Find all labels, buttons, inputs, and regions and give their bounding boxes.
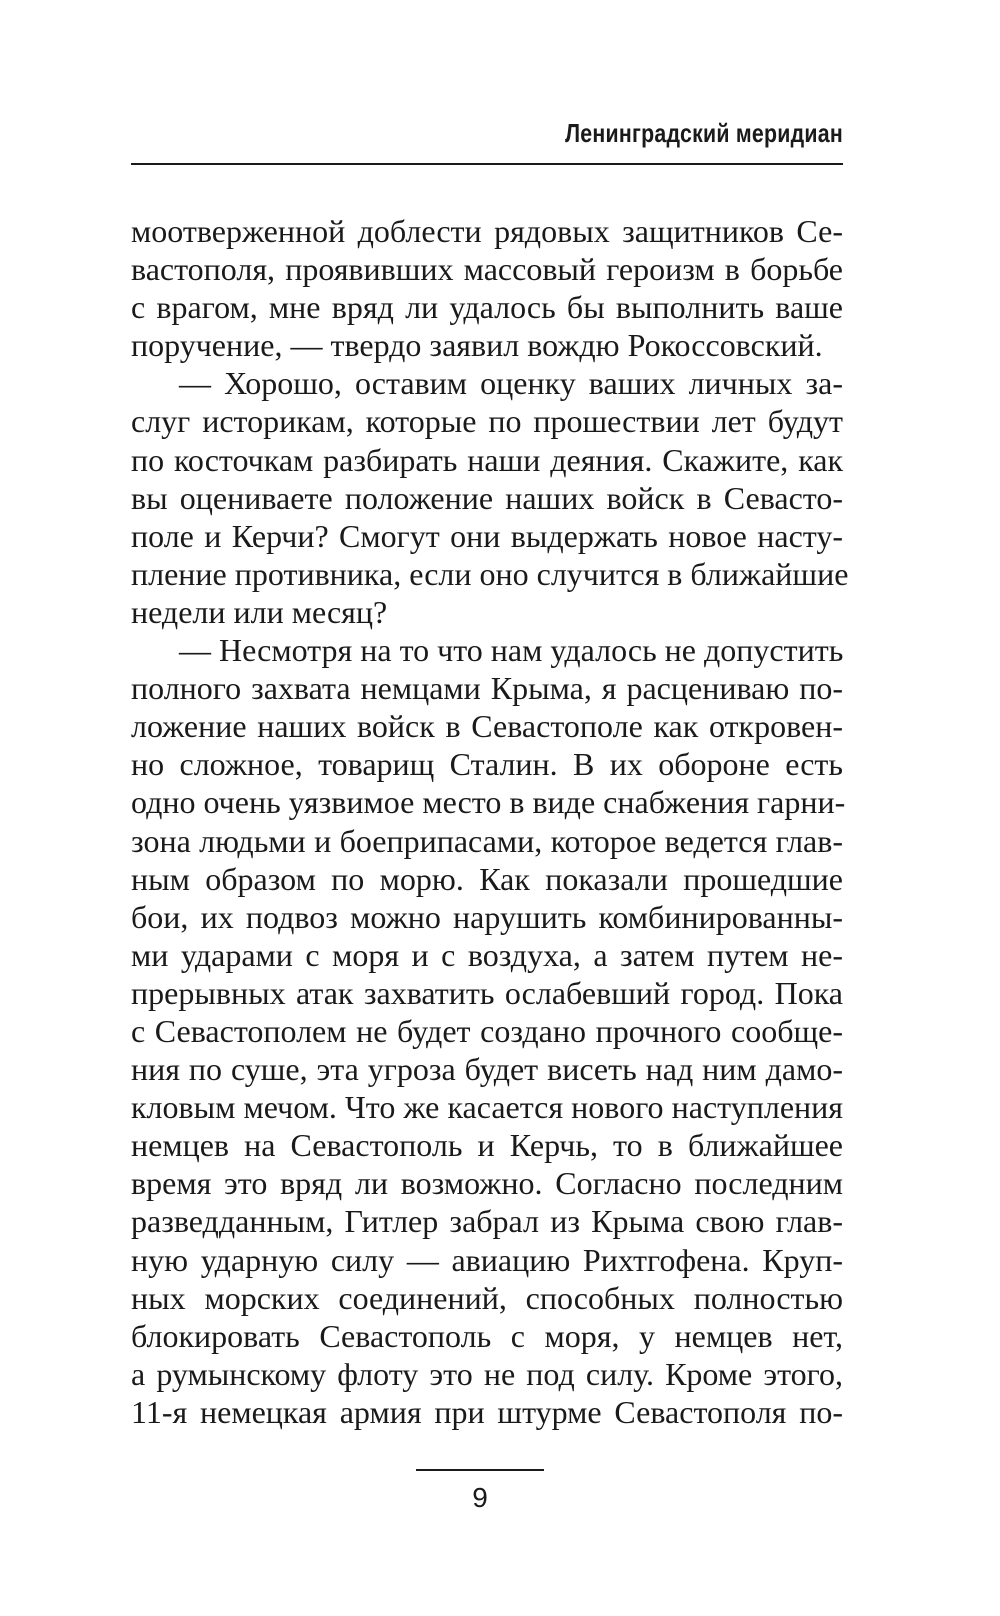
text-line: моотверженной доблести рядовых защитников Се- [131,213,843,249]
body-text [131,212,849,1431]
text-line: но сложное, товарищ Сталин. В их обороне есть [131,746,843,783]
text-line: бои, их подвоз можно нарушить комбинированны- [131,898,843,935]
text-line: разведданным, Гитлер забрал из Крыма свою глав- [131,1203,843,1240]
text-line: немцев на Севастополь и Керчь, то в ближайшее [131,1127,843,1164]
text-line: недели или месяц? [131,593,388,630]
text-line: вастополя, проявивших массовый героизм в борьбе [131,251,843,288]
text-line: а румынскому флоту это не под силу. Кроме этого, [131,1355,843,1392]
text-line: ми ударами с моря и с воздуха, а затем путем не- [131,936,843,973]
text-line: по косточкам разбирать наши деяния. Скажите, как [131,441,843,478]
text-line: — Несмотря на то что нам удалось не допустить [179,632,844,669]
header-rule [131,163,843,165]
text-line: — Хорошо, оставим оценку ваших личных за- [179,365,843,402]
text-line: 11-я немецкая армия при штурме Севастополя по- [131,1393,843,1430]
running-title: Ленинградский меридиан [565,118,843,148]
text-line: одно очень уязвимое место в виде снабжения гарни- [131,784,846,821]
text-line: с врагом, мне вряд ли удалось бы выполнить ваше [131,289,843,326]
text-line: вы оцениваете положение наших войск в Севасто- [131,479,843,516]
text-line: ную ударную силу — авиацию Рихтгофена. Круп- [131,1241,843,1278]
text-line: ным образом по морю. Как показали прошедшие [131,860,843,897]
text-line: полного захвата немцами Крыма, я расцениваю по- [131,670,843,707]
page-number: 9 [472,1482,488,1513]
text-line: пление противника, если оно случится в ближайшие [131,555,849,592]
text-line: зона людьми и боеприпасами, которое ведется глав- [131,822,843,859]
text-line: поручение, — твердо заявил вождю Рокоссовский. [131,327,823,364]
footer-rule [416,1469,544,1471]
text-line: время это вряд ли возможно. Согласно последним [131,1165,843,1202]
text-line: блокировать Севастополь с моря, у немцев нет, [131,1317,843,1354]
text-line: поле и Керчи? Смогут они выдержать новое насту- [131,517,843,554]
text-line: с Севастополем не будет создано прочного сообще- [131,1012,843,1049]
text-line: прерывных атак захватить ослабевший город. Пока [131,974,843,1011]
text-line: слуг историкам, которые по прошествии лет будут [131,403,843,440]
text-line: ных морских соединений, способных полностью [131,1279,843,1316]
text-line: ния по суше, эта угроза будет висеть над ним дамо- [131,1051,843,1088]
text-line: ложение наших войск в Севастополе как откровен- [131,708,843,745]
text-line: кловым мечом. Что же касается нового наступления [131,1089,843,1126]
